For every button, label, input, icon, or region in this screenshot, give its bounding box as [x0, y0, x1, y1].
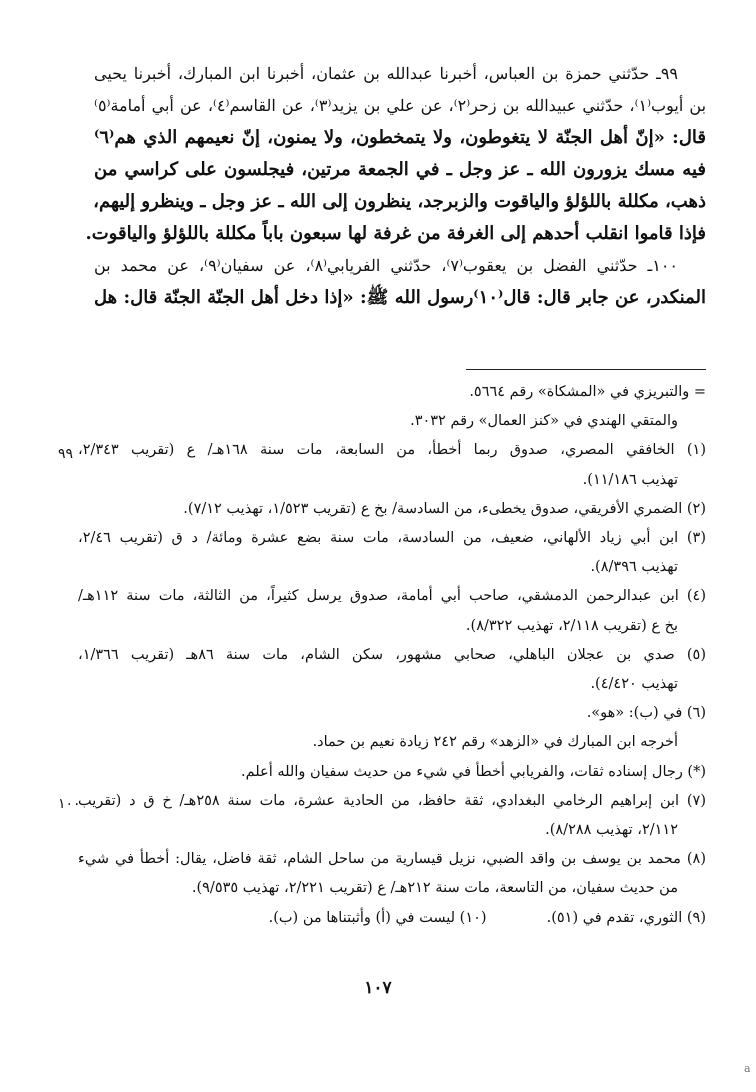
- footnote-continuation-2: والمتقي الهندي في «كنز العمال» رقم ٣٠٣٢.: [410, 413, 678, 430]
- edge-mark: a: [744, 1062, 751, 1075]
- footnote-1-cont: تهذيب ١١/١٨٦).: [582, 471, 678, 488]
- footnote-8-cont: من حديث سفيان، من التاسعة، مات سنة ٢١٢هـ/ ع (تقريب ٢/٢٢١، تهذيب ٩/٥٣٥).: [191, 880, 678, 897]
- footnote-last-row: [78, 904, 706, 933]
- main-line-8: المنكدر، عن جابر قال: قال⁽١٠⁾رسول الله ﷺ: «إذا دخل أهل الجنّة الجنّة قال: هل: [94, 287, 706, 308]
- footnote-4-cont: بخ ع (تقريب ٢/١١٨، تهذيب ٨/٣٢٢).: [465, 617, 678, 634]
- main-line-7: ١٠٠ـ حدّثني الفضل بن يعقوب⁽٧⁾، حدّثني الفريابي⁽٨⁾، عن سفيان⁽٩⁾، عن محمد بن: [94, 256, 679, 275]
- footnote-7-cont: ٢/١١٢، تهذيب ٨/٢٨٨).: [545, 822, 678, 839]
- margin-number-99: ٩٩: [58, 446, 74, 462]
- footnote-separator: [466, 369, 706, 370]
- footnote-2: (٢) الضمري الأفريقي، صدوق يخطىء، من السادسة/ بخ ع (تقريب ١/٥٢٣، تهذيب ٧/١٢).: [183, 500, 706, 517]
- footnote-10: (١٠) ليست في (أ) وأثبتناها من (ب).: [268, 909, 487, 926]
- footnote-5: (٥) صدي بن عجلان الباهلي، صحابي مشهور، سكن الشام، مات سنة ٨٦هـ (تقريب ١/٣٦٦،: [78, 646, 706, 663]
- footnote-9: (٩) الثوري، تقدم في (٥١).: [546, 909, 706, 926]
- footnote-4: (٤) ابن عبدالرحمن الدمشقي، صاحب أبي أمامة، صدوق يرسل كثيراً، من الثالثة، مات سنة ١١٢هـ/: [78, 588, 706, 605]
- main-line-5: ذهب، مكللة باللؤلؤ والياقوت والزبرجد، ينظرون إلى الله ـ عز وجل ـ وينظرو إليهم،: [93, 191, 706, 212]
- footnote-continuation: = والتبريزي في «المشكاة» رقم ٥٦٦٤.: [469, 384, 706, 400]
- main-line-6: فإذا قاموا انقلب أحدهم إلى الغرفة من غرفة لها سبعون باباً مكللة باللؤلؤ والياقوت.: [85, 223, 706, 244]
- main-line-3: قال: «إنّ أهل الجنّة لا يتغوطون، ولا يتمخطون، ولا يمنون، إنّ نعيمهم الذي هم⁽٦⁾: [94, 127, 706, 148]
- footnote-1: (١) الخافقي المصري، صدوق ربما أخطأ، من السابعة، مات سنة ١٦٨هـ/ ع (تقريب ٢/٣٤٣،: [78, 442, 706, 459]
- margin-number-100: ١٠٠: [58, 796, 81, 812]
- main-text: [85, 58, 707, 314]
- footnote-7: (٧) ابن إبراهيم الرخامي البغدادي، ثقة حافظ، من الحادية عشرة، مات سنة ٢٥٨هـ/ خ ق د (تقريب: [78, 792, 706, 809]
- main-line-4: فيه مسك يزورون الله ـ عز وجل ـ في الجمعة مرتين، فيجلسون على كراسي من: [94, 159, 706, 180]
- footnotes: [78, 378, 706, 933]
- page-number: ١٠٧: [364, 978, 392, 998]
- footnote-star: (*) رجال إسناده ثقات، والفريابي أخطأ في شيء من حديث سفيان والله أعلم.: [240, 763, 706, 780]
- footnote-3-cont: تهذيب ٨/٣٩٦).: [590, 559, 678, 576]
- footnote-8: (٨) محمد بن يوسف بن واقد الضبي، نزيل قيسارية من ساحل الشام، ثقة فاضل، يقال: أخطأ في شيء: [78, 851, 706, 868]
- footnote-5-cont: تهذيب ٤/٤٢٠).: [590, 676, 678, 693]
- main-line-1: ٩٩ـ حدّثني حمزة بن العباس، أخبرنا عبدالله بن عثمان، أخبرنا ابن المبارك، أخبرنا يحيى: [94, 64, 678, 83]
- footnote-6: (٦) في (ب): «هو».: [586, 705, 706, 722]
- footnote-6-source: أخرجه ابن المبارك في «الزهد» رقم ٢٤٢ زيادة نعيم بن حماد.: [312, 734, 678, 751]
- main-line-2: بن أيوب⁽١⁾، حدّثني عبيدالله بن زحر⁽٢⁾، عن علي بن يزيد⁽٣⁾، عن القاسم⁽٤⁾، عن أبي أمامة⁽٥⁾: [94, 96, 707, 115]
- footnote-3: (٣) ابن أبي زياد الألهاني، ضعيف، من السادسة، مات سنة بضع عشرة ومائة/ د ق (تقريب ٢/٤٦،: [78, 530, 706, 547]
